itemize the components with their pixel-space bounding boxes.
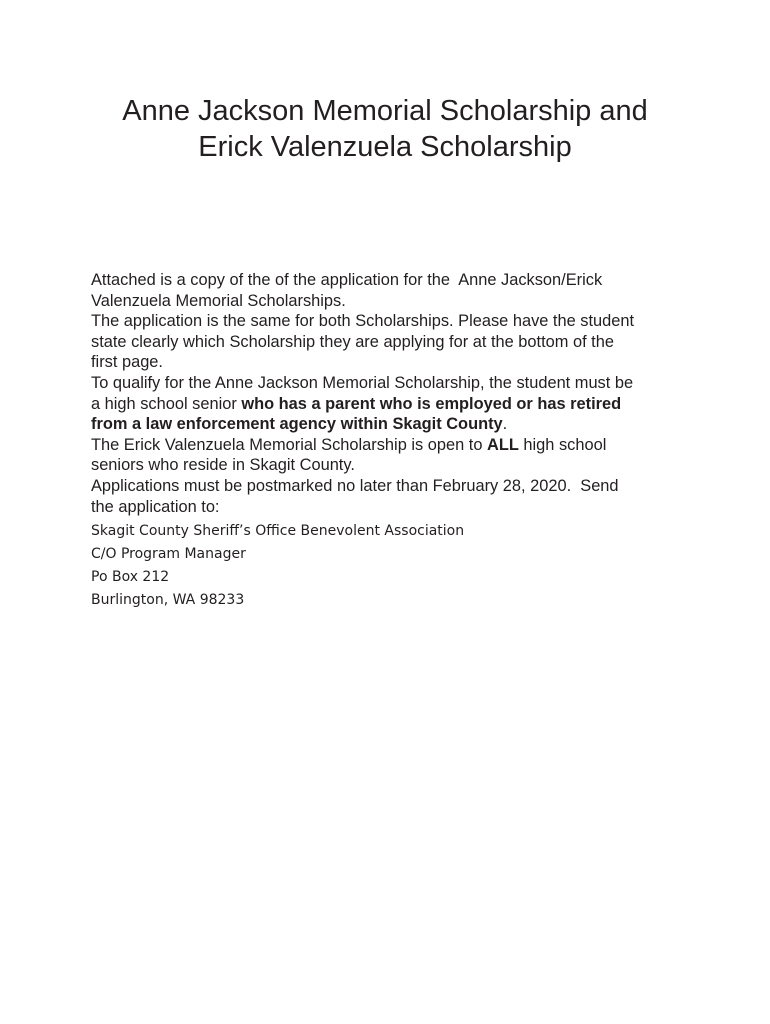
- address-line-po-box: Po Box 212: [91, 569, 170, 585]
- body-line: The application is the same for both Scholarships. Please have the student: [91, 312, 635, 331]
- address-line-city: Burlington, WA 98233: [91, 592, 245, 608]
- body-text-segment: high school: [518, 435, 607, 454]
- title-line-1: Anne Jackson Memorial Scholarship and: [122, 95, 648, 127]
- body-line: first page.: [91, 353, 163, 372]
- address-line-attention: C/O Program Manager: [91, 546, 246, 562]
- body-text-segment: The Erick Valenzuela Memorial Scholarship is open to: [91, 435, 487, 454]
- eligibility-emphasis: who has a parent who is employed or has retired: [241, 394, 622, 413]
- body-text-segment: a high school senior: [91, 394, 242, 413]
- body-line: seniors who reside in Skagit County.: [91, 456, 355, 475]
- title-line-2: Erick Valenzuela Scholarship: [198, 131, 572, 163]
- address-line-organization: Skagit County Sheriff’s Office Benevolent Association: [91, 523, 465, 539]
- eligibility-emphasis: from a law enforcement agency within Skagit County: [91, 415, 503, 434]
- body-text-segment: .: [502, 415, 508, 434]
- body-text: [91, 270, 691, 517]
- body-line: the application to:: [91, 497, 220, 516]
- body-line: state clearly which Scholarship they are applying for at the bottom of the: [91, 332, 614, 351]
- body-line: To qualify for the Anne Jackson Memorial Scholarship, the student must be: [91, 373, 634, 392]
- document-title: [60, 93, 710, 165]
- body-line: Applications must be postmarked no later than February 28, 2020. Send: [91, 476, 619, 495]
- body-line: [91, 414, 691, 435]
- all-emphasis: ALL: [487, 435, 519, 454]
- body-line: [91, 435, 691, 456]
- body-line: Valenzuela Memorial Scholarships.: [91, 291, 346, 310]
- body-line: [91, 394, 691, 415]
- mailing-address: [91, 520, 591, 612]
- body-line: Attached is a copy of the of the application for the Anne Jackson/Erick: [91, 271, 603, 289]
